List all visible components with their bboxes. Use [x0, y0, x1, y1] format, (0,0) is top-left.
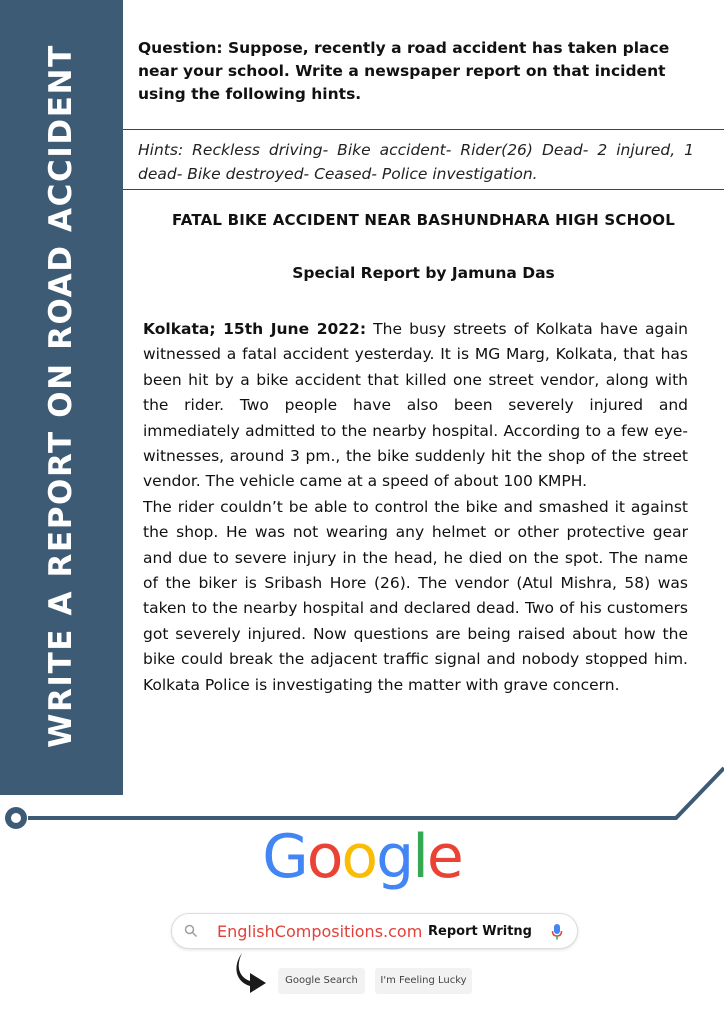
- hints-text: Hints: Reckless driving- Bike accident- Rider(26) Dead- 2 injured, 1 dead- Bike destroyed- Ceased- Police investigation.: [138, 141, 694, 183]
- logo-letter-g2: g: [376, 822, 413, 892]
- logo-letter-g: G: [262, 822, 307, 892]
- report-headline: FATAL BIKE ACCIDENT NEAR BASHUNDHARA HIGH SCHOOL: [171, 211, 675, 229]
- report-byline: Special Report by Jamuna Das: [292, 264, 555, 282]
- logo-letter-o2: o: [341, 822, 377, 892]
- search-query-text: Report Writng: [428, 924, 532, 939]
- logo-letter-l: l: [412, 822, 427, 892]
- question-text: Question: Suppose, recently a road accident has taken place near your school. Write a newspaper report on that incident using the following hints.: [138, 39, 670, 103]
- feeling-lucky-button[interactable]: I'm Feeling Lucky: [375, 968, 472, 994]
- report-paragraph-2: The rider couldn’t be able to control the bike and smashed it against the shop. He was not wearing any helmet or other protective gear and due to severe injury in the head, he died on the spot. The name of the biker is Sribash Hore (26). The vendor (Atul Mishra, 58) was taken to the nearby hospital and declared dead. Two of his customers got severely injured. Now questions are being raised about how the bike could break the adjacent traffic signal and nobody stopped him. Kolkata Police is investigating the matter with grave concern.: [143, 497, 688, 694]
- sidebar-banner: [0, 0, 123, 795]
- report-paragraph-1: [143, 317, 688, 495]
- logo-letter-o1: o: [306, 822, 342, 892]
- search-icon: [184, 924, 198, 938]
- logo-letter-e: e: [426, 822, 462, 892]
- search-bar[interactable]: [171, 913, 578, 949]
- search-site-text: EnglishCompositions.com: [217, 922, 423, 941]
- report-body: [143, 317, 688, 698]
- sidebar-title: WRITE A REPORT ON ROAD ACCIDENT: [43, 44, 79, 748]
- curved-arrow-icon: [234, 951, 272, 993]
- google-search-button[interactable]: Google Search: [278, 968, 365, 994]
- divider-bottom: [123, 189, 724, 190]
- report-dateline: Kolkata; 15th June 2022:: [143, 320, 367, 338]
- google-logo: [0, 822, 724, 892]
- report-paragraph-1-text: The busy streets of Kolkata have again witnessed a fatal accident yesterday. It is MG Marg, Kolkata, that has been hit by a bike accident that killed one street vendor, along with the rider. Two people have also been severely injured and immediately admitted to the nearby hospital. According to a few eye-witnesses, around 3 pm., the bike suddenly hit the shop of the street vendor. The vehicle came at a speed of about 100 KMPH.: [143, 320, 688, 491]
- divider-top: [123, 129, 724, 130]
- microphone-icon[interactable]: [551, 923, 563, 941]
